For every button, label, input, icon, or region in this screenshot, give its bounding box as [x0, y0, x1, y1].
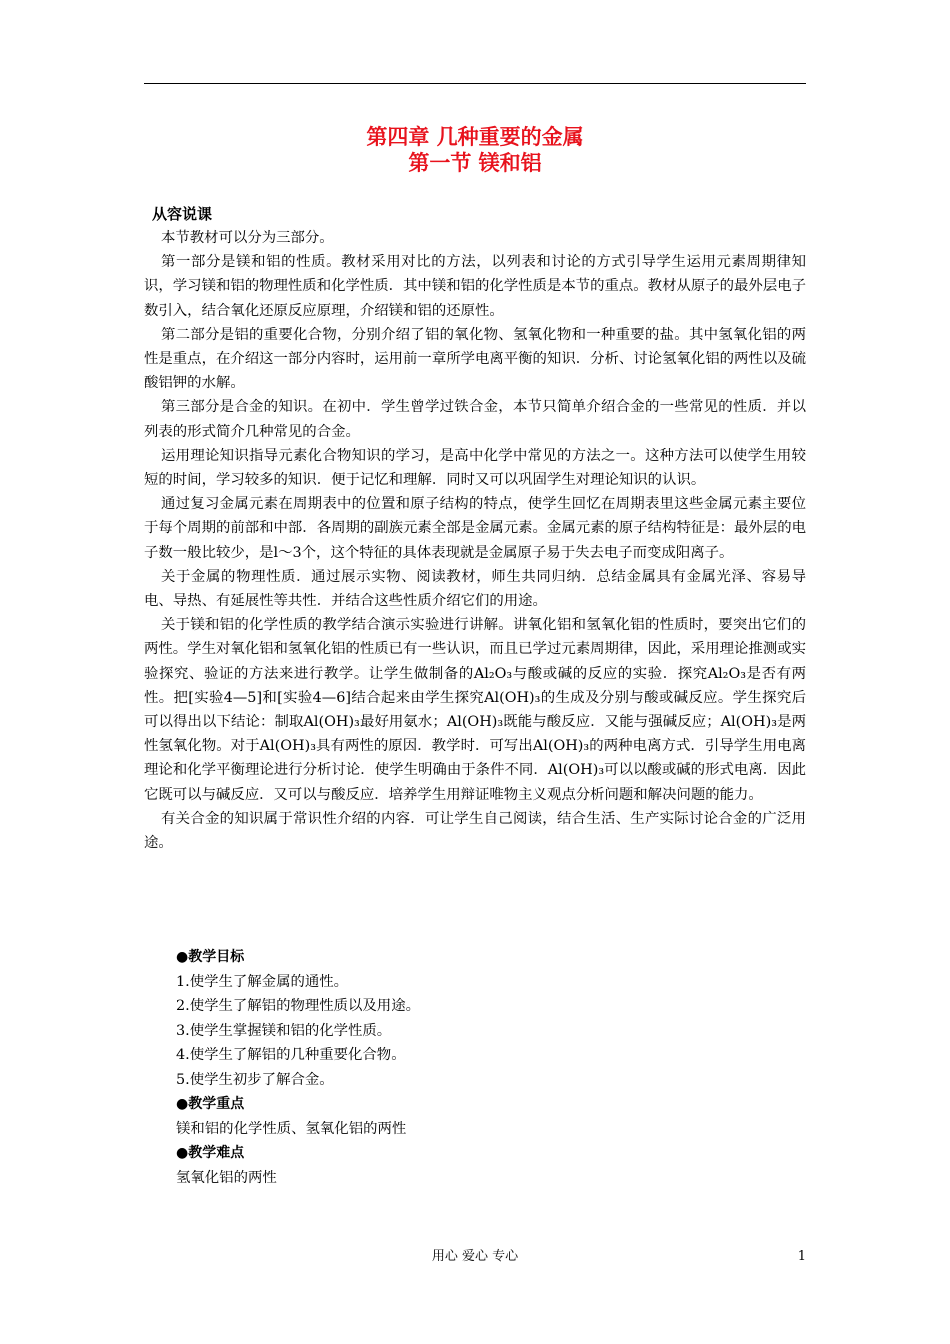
paragraph: 关于镁和铝的化学性质的教学结合演示实验进行讲解。讲氧化铝和氢氧化铝的性质时，要突出它们的两性。学生对氧化铝和氢氧化铝的性质已有一些认识，而且已学过元素周期律，因此，采用理论推测或实验探究、验证的方法来进行教学。让学生做制备的Al₂O₃与酸或碱的反应的实验．探究Al₂O₃是否有两性。把[实验4—5]和[实验4—6]结合起来由学生探究Al(OH)₃的生成及分别与酸或碱反应。学生探究后可以得出以下结论：制取Al(OH)₃最好用氨水；Al(OH)₃既能与酸反应．又能与强碱反应；Al(OH)₃是两性氢氧化物。对于Al(OH)₃具有两性的原因．教学时．可写出Al(OH)₃的两种电离方式．引导学生用电离理论和化学平衡理论进行分析讨论．使学生明确由于条件不同．Al(OH)₃可以以酸或碱的形式电离．因此它既可以与碱反应．又可以与酸反应．培养学生用辩证唯物主义观点分析问题和解决问题的能力。	[144, 617, 806, 803]
body-text	[144, 226, 806, 855]
key-points-text: 镁和铝的化学性质、氢氧化铝的两性	[176, 1120, 407, 1137]
key-points-heading: ●教学重点	[176, 1096, 245, 1112]
section-heading: 从容说课	[152, 205, 213, 223]
paragraph: 第一部分是镁和铝的性质。教材采用对比的方法，以列表和讨论的方式引导学生运用元素周期律知识，学习镁和铝的物理性质和化学性质．其中镁和铝的化学性质是本节的重点。教材从原子的最外层电子数引入，结合氧化还原反应原理，介绍镁和铝的还原性。	[144, 254, 806, 319]
objective-item: 2.使学生了解铝的物理性质以及用途。	[176, 998, 420, 1014]
objective-item: 4.使学生了解铝的几种重要化合物。	[176, 1047, 406, 1063]
paragraph: 本节教材可以分为三部分。	[161, 230, 334, 246]
objective-item: 3.使学生掌握镁和铝的化学性质。	[176, 1022, 392, 1039]
paragraph: 关于金属的物理性质．通过展示实物、阅读教材，师生共同归纳．总结金属具有金属光泽、容易导电、导热、有延展性等共性．并结合这些性质介绍它们的用途。	[144, 568, 806, 610]
footer-motto: 用心 爱心 专心	[431, 1249, 519, 1264]
chapter-title: 第四章 几种重要的金属	[366, 125, 584, 149]
section-title: 第一节 镁和铝	[408, 151, 542, 175]
paragraph: 第二部分是铝的重要化合物，分别介绍了铝的氧化物、氢氧化物和一种重要的盐。其中氢氧化铝的两性是重点，在介绍这一部分内容时，运用前一章所学电离平衡的知识．分析、讨论氢氧化铝的两性以及硫酸铝钾的水解。	[144, 326, 806, 392]
objective-item: 1.使学生了解金属的通性。	[176, 973, 349, 990]
paragraph: 第三部分是合金的知识。在初中．学生曾学过铁合金，本节只简单介绍合金的一些常见的性质．并以列表的形式简介几种常见的合金。	[144, 399, 806, 440]
paragraph: 运用理论知识指导元素化合物知识的学习，是高中化学中常见的方法之一。这种方法可以使学生用较短的时间，学习较多的知识．便于记忆和理解．同时又可以巩固学生对理论知识的认识。	[144, 447, 806, 489]
difficulties-heading: ●教学难点	[176, 1145, 245, 1161]
difficulties-text: 氢氧化铝的两性	[176, 1169, 277, 1186]
objectives-section	[176, 945, 796, 1190]
page-number: 1	[797, 1249, 806, 1264]
header-rule	[144, 83, 806, 84]
paragraph: 通过复习金属元素在周期表中的位置和原子结构的特点，使学生回忆在周期表里这些金属元素主要位于每个周期的前部和中部．各周期的副族元素全部是金属元素。金属元素的原子结构特征是：最外层的电子数一般比较少，是l～3个，这个特征的具体表现就是金属原子易于失去电子而变成阳离子。	[144, 496, 806, 561]
objectives-heading: ●教学目标	[176, 949, 245, 965]
objective-item: 5.使学生初步了解合金。	[176, 1071, 334, 1088]
paragraph: 有关合金的知识属于常识性介绍的内容．可让学生自己阅读，结合生活、生产实际讨论合金的广泛用途。	[144, 810, 806, 852]
